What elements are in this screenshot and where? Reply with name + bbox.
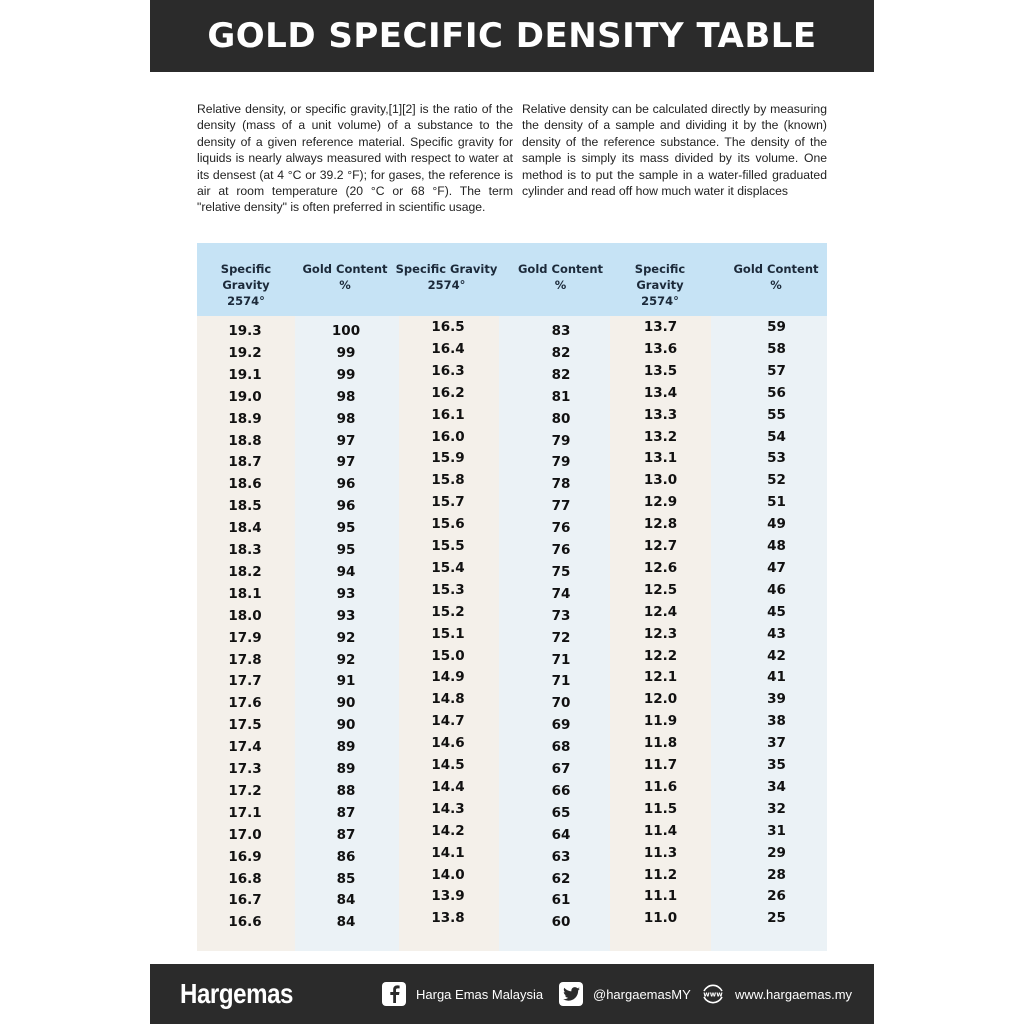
table-cell: 73 — [551, 607, 571, 624]
table-cell: 35 — [767, 757, 786, 773]
table-cell: 52 — [767, 472, 786, 489]
table-cell: 62 — [551, 870, 571, 887]
table-cell: 14.2 — [431, 822, 465, 839]
table-cell: 31 — [767, 822, 786, 839]
header-specific-gravity-1: Specific Gravity 2574° — [220, 262, 272, 308]
table-cell: 13.3 — [643, 406, 678, 423]
table-cell: 17.1 — [228, 804, 262, 821]
table-cell: 13.6 — [643, 340, 678, 357]
table-cell: 12.3 — [643, 625, 678, 642]
table-cell: 16.5 — [431, 319, 465, 335]
table-cell: 66 — [551, 782, 571, 799]
table-header — [197, 243, 827, 316]
table-cell: 12.1 — [643, 669, 678, 686]
table-cell: 16.3 — [431, 362, 465, 379]
table-cell: 100 — [331, 323, 361, 339]
column-specific-gravity-2 — [399, 316, 497, 951]
page-title: GOLD SPECIFIC DENSITY TABLE — [207, 16, 817, 56]
table-cell: 77 — [551, 498, 571, 515]
table-cell: 58 — [767, 340, 786, 357]
table-cell: 14.9 — [431, 669, 465, 686]
table-cell: 92 — [336, 629, 356, 646]
table-cell: 79 — [551, 432, 571, 449]
table-cell: 13.5 — [643, 362, 678, 379]
column-gold-content-1 — [295, 316, 397, 951]
table-cell: 16.8 — [228, 870, 262, 887]
table-cell: 15.6 — [431, 516, 465, 533]
table-cell: 70 — [551, 695, 571, 712]
table-cell: 99 — [336, 344, 356, 361]
table-cell: 14.5 — [431, 757, 465, 773]
table-cell: 91 — [336, 673, 356, 690]
table-cell: 14.3 — [431, 800, 465, 817]
table-cell: 74 — [551, 585, 571, 602]
table-cell: 96 — [336, 476, 356, 493]
table-cell: 12.4 — [643, 603, 678, 620]
table-cell: 11.8 — [643, 735, 678, 752]
table-cell: 25 — [767, 910, 786, 927]
table-cell: 18.1 — [228, 585, 262, 602]
table-cell: 46 — [767, 581, 786, 598]
table-cell: 87 — [336, 804, 356, 821]
table-cell: 13.8 — [431, 910, 465, 927]
table-cell: 15.4 — [431, 559, 465, 576]
hargemas-logo — [180, 978, 293, 1010]
table-cell: 11.4 — [643, 822, 678, 839]
table-cell: 14.0 — [431, 866, 465, 883]
table-cell: 75 — [551, 563, 571, 580]
table-cell: 12.5 — [643, 581, 678, 598]
table-cell: 42 — [767, 647, 786, 664]
column-specific-gravity-3 — [611, 316, 710, 951]
table-cell: 84 — [336, 914, 356, 931]
table-cell: 81 — [551, 388, 571, 405]
table-cell: 53 — [767, 450, 786, 467]
table-cell: 18.6 — [228, 476, 262, 493]
header-specific-gravity-2: Specific Gravity 2574° — [395, 262, 498, 292]
table-cell: 13.1 — [643, 450, 678, 467]
title-banner — [150, 0, 874, 72]
table-cell: 94 — [336, 563, 356, 580]
table-cell: 17.7 — [228, 673, 262, 690]
table-cell: 12.9 — [643, 494, 678, 511]
logo-text: Hargemas — [180, 978, 294, 1009]
table-cell: 15.1 — [431, 625, 465, 642]
column-gold-content-3 — [499, 316, 623, 951]
table-cell: 63 — [551, 848, 571, 865]
table-cell: 15.5 — [431, 538, 465, 554]
table-cell: 15.3 — [431, 581, 465, 598]
twitter-label: @hargaemasMY — [593, 986, 691, 1002]
table-cell: 37 — [767, 735, 786, 752]
table-cell: 86 — [336, 848, 356, 865]
table-cell: 19.0 — [228, 388, 262, 405]
footer-bar — [150, 964, 874, 1024]
table-cell: 82 — [551, 366, 571, 383]
table-cell: 12.6 — [643, 559, 678, 576]
table-cell: 13.0 — [643, 472, 678, 489]
table-cell: 11.1 — [643, 888, 678, 905]
globe-icon — [701, 982, 725, 1006]
table-cell: 84 — [336, 892, 356, 909]
website-label: www.hargaemas.my — [735, 986, 853, 1002]
intro-paragraph-right: Relative density can be calculated directly by measuring the density of a sample and dividing it by the (known) density of the reference substance. The density of the sample is simply its mass divided by its volume. One method is to put the sample in a water-filled graduated cylinder and read off how much water it displaces — [522, 102, 827, 199]
table-cell: 14.6 — [431, 735, 465, 752]
table-cell: 17.6 — [228, 695, 262, 712]
table-cell: 13.4 — [643, 384, 678, 401]
table-cell: 16.9 — [228, 848, 262, 865]
table-cell: 11.2 — [643, 866, 678, 883]
table-cell: 67 — [551, 761, 571, 777]
table-cell: 95 — [336, 520, 356, 537]
table-cell: 98 — [336, 410, 356, 427]
table-cell: 93 — [336, 607, 356, 624]
table-cell: 83 — [551, 323, 571, 339]
table-cell: 11.0 — [643, 910, 678, 927]
table-cell: 57 — [767, 362, 786, 379]
header-specific-gravity-3: Specific Gravity 2574° — [634, 262, 686, 308]
table-cell: 15.0 — [431, 647, 465, 664]
table-cell: 18.5 — [228, 498, 262, 515]
table-cell: 16.0 — [431, 428, 465, 445]
table-cell: 26 — [767, 888, 786, 905]
table-cell: 68 — [551, 739, 571, 756]
table-cell: 98 — [336, 388, 356, 405]
header-gold-content-3: Gold Content % — [733, 262, 819, 292]
table-cell: 87 — [336, 826, 356, 843]
header-gold-content-2: Gold Content % — [517, 262, 604, 292]
table-cell: 11.5 — [643, 800, 678, 817]
table-cell: 15.7 — [431, 494, 465, 511]
table-cell: 92 — [336, 651, 356, 668]
table-cell: 19.3 — [228, 323, 262, 339]
table-cell: 88 — [336, 782, 356, 799]
table-cell: 93 — [336, 585, 356, 602]
table-cell: 51 — [767, 494, 786, 511]
table-cell: 55 — [767, 406, 786, 423]
table-cell: 19.2 — [228, 344, 262, 361]
table-cell: 85 — [336, 870, 356, 887]
table-cell: 16.7 — [228, 892, 262, 909]
table-cell: 15.2 — [431, 603, 465, 620]
table-cell: 56 — [767, 384, 786, 401]
facebook-label: Harga Emas Malaysia — [416, 986, 544, 1002]
table-cell: 17.3 — [228, 761, 262, 777]
table-cell: 39 — [767, 691, 786, 708]
table-cell: 16.1 — [431, 406, 465, 423]
header-gold-content-1: Gold Content % — [302, 262, 388, 292]
table-cell: 38 — [767, 713, 786, 730]
table-cell: 89 — [336, 761, 356, 777]
website-link[interactable] — [701, 982, 852, 1006]
table-cell: 14.4 — [431, 778, 465, 795]
table-cell: 15.8 — [431, 472, 465, 489]
column-specific-gravity-1 — [197, 316, 293, 951]
table-cell: 18.0 — [228, 607, 262, 624]
table-cell: 12.7 — [643, 538, 678, 554]
table-cell: 19.1 — [228, 366, 262, 383]
table-cell: 43 — [767, 625, 786, 642]
table-cell: 64 — [551, 826, 571, 843]
table-cell: 41 — [767, 669, 786, 686]
facebook-link[interactable] — [382, 982, 543, 1006]
table-cell: 47 — [767, 559, 786, 576]
table-cell: 17.5 — [228, 717, 262, 734]
table-cell: 82 — [551, 344, 571, 361]
table-cell: 95 — [336, 542, 356, 558]
table-cell: 45 — [767, 603, 786, 620]
svg-text:www: www — [703, 990, 723, 999]
table-cell: 11.7 — [643, 757, 678, 773]
table-cell: 16.2 — [431, 384, 465, 401]
table-cell: 13.7 — [643, 319, 678, 335]
table-cell: 15.9 — [431, 450, 465, 467]
table-cell: 14.1 — [431, 844, 465, 861]
table-cell: 17.8 — [228, 651, 262, 668]
table-cell: 71 — [551, 673, 571, 690]
table-cell: 97 — [336, 454, 356, 471]
table-cell: 89 — [336, 739, 356, 756]
table-cell: 12.2 — [643, 647, 678, 664]
table-cell: 97 — [336, 432, 356, 449]
table-cell: 32 — [767, 800, 786, 817]
table-cell: 18.2 — [228, 563, 262, 580]
table-cell: 54 — [767, 428, 786, 445]
table-cell: 69 — [551, 717, 571, 734]
twitter-icon — [559, 982, 583, 1006]
table-cell: 12.0 — [643, 691, 678, 708]
table-cell: 79 — [551, 454, 571, 471]
table-cell: 61 — [551, 892, 571, 909]
table-cell: 17.0 — [228, 826, 262, 843]
table-cell: 16.6 — [228, 914, 262, 931]
table-cell: 18.4 — [228, 520, 262, 537]
table-cell: 80 — [551, 410, 571, 427]
table-cell: 13.9 — [431, 888, 465, 905]
table-cell: 16.4 — [431, 340, 465, 357]
intro-paragraph-left: Relative density, or specific gravity,[1][2] is the ratio of the density (mass of a unit volume) of a substance to the density of a given reference material. Specific gravity for liquids is nearly always measured with respect to water at its densest (at 4 °C or 39.2 °F); for gases, the reference is air at room temperature (20 °C or 68 °F). The term "relative density" is often preferred in scientific usage. — [197, 102, 513, 215]
table-cell: 13.2 — [643, 428, 678, 445]
density-table — [197, 243, 827, 951]
table-cell: 65 — [551, 804, 571, 821]
table-cell: 59 — [767, 319, 786, 335]
table-cell: 28 — [767, 866, 786, 883]
table-cell: 17.4 — [228, 739, 262, 756]
table-cell: 18.9 — [228, 410, 262, 427]
table-cell: 17.9 — [228, 629, 262, 646]
table-cell: 29 — [767, 844, 786, 861]
table-cell: 11.3 — [643, 844, 678, 861]
table-cell: 71 — [551, 651, 571, 668]
table-cell: 18.8 — [228, 432, 262, 449]
table-cell: 34 — [767, 778, 786, 795]
table-cell: 12.8 — [643, 516, 678, 533]
table-cell: 76 — [551, 520, 571, 537]
table-cell: 18.7 — [228, 454, 262, 471]
table-cell: 11.9 — [643, 713, 678, 730]
table-cell: 90 — [336, 717, 356, 734]
table-cell: 72 — [551, 629, 571, 646]
table-cell: 96 — [336, 498, 356, 515]
table-cell: 11.6 — [643, 778, 678, 795]
table-cell: 18.3 — [228, 542, 262, 558]
facebook-icon — [382, 982, 406, 1006]
table-cell: 99 — [336, 366, 356, 383]
table-cell: 14.7 — [431, 713, 465, 730]
column-gold-content-3 — [711, 316, 842, 951]
twitter-link[interactable] — [559, 982, 691, 1006]
table-cell: 14.8 — [431, 691, 465, 708]
table-cell: 60 — [551, 914, 571, 931]
table-cell: 49 — [767, 516, 786, 533]
table-cell: 90 — [336, 695, 356, 712]
table-cell: 78 — [551, 476, 571, 493]
table-cell: 48 — [767, 538, 786, 554]
table-cell: 76 — [551, 542, 571, 558]
table-cell: 17.2 — [228, 782, 262, 799]
